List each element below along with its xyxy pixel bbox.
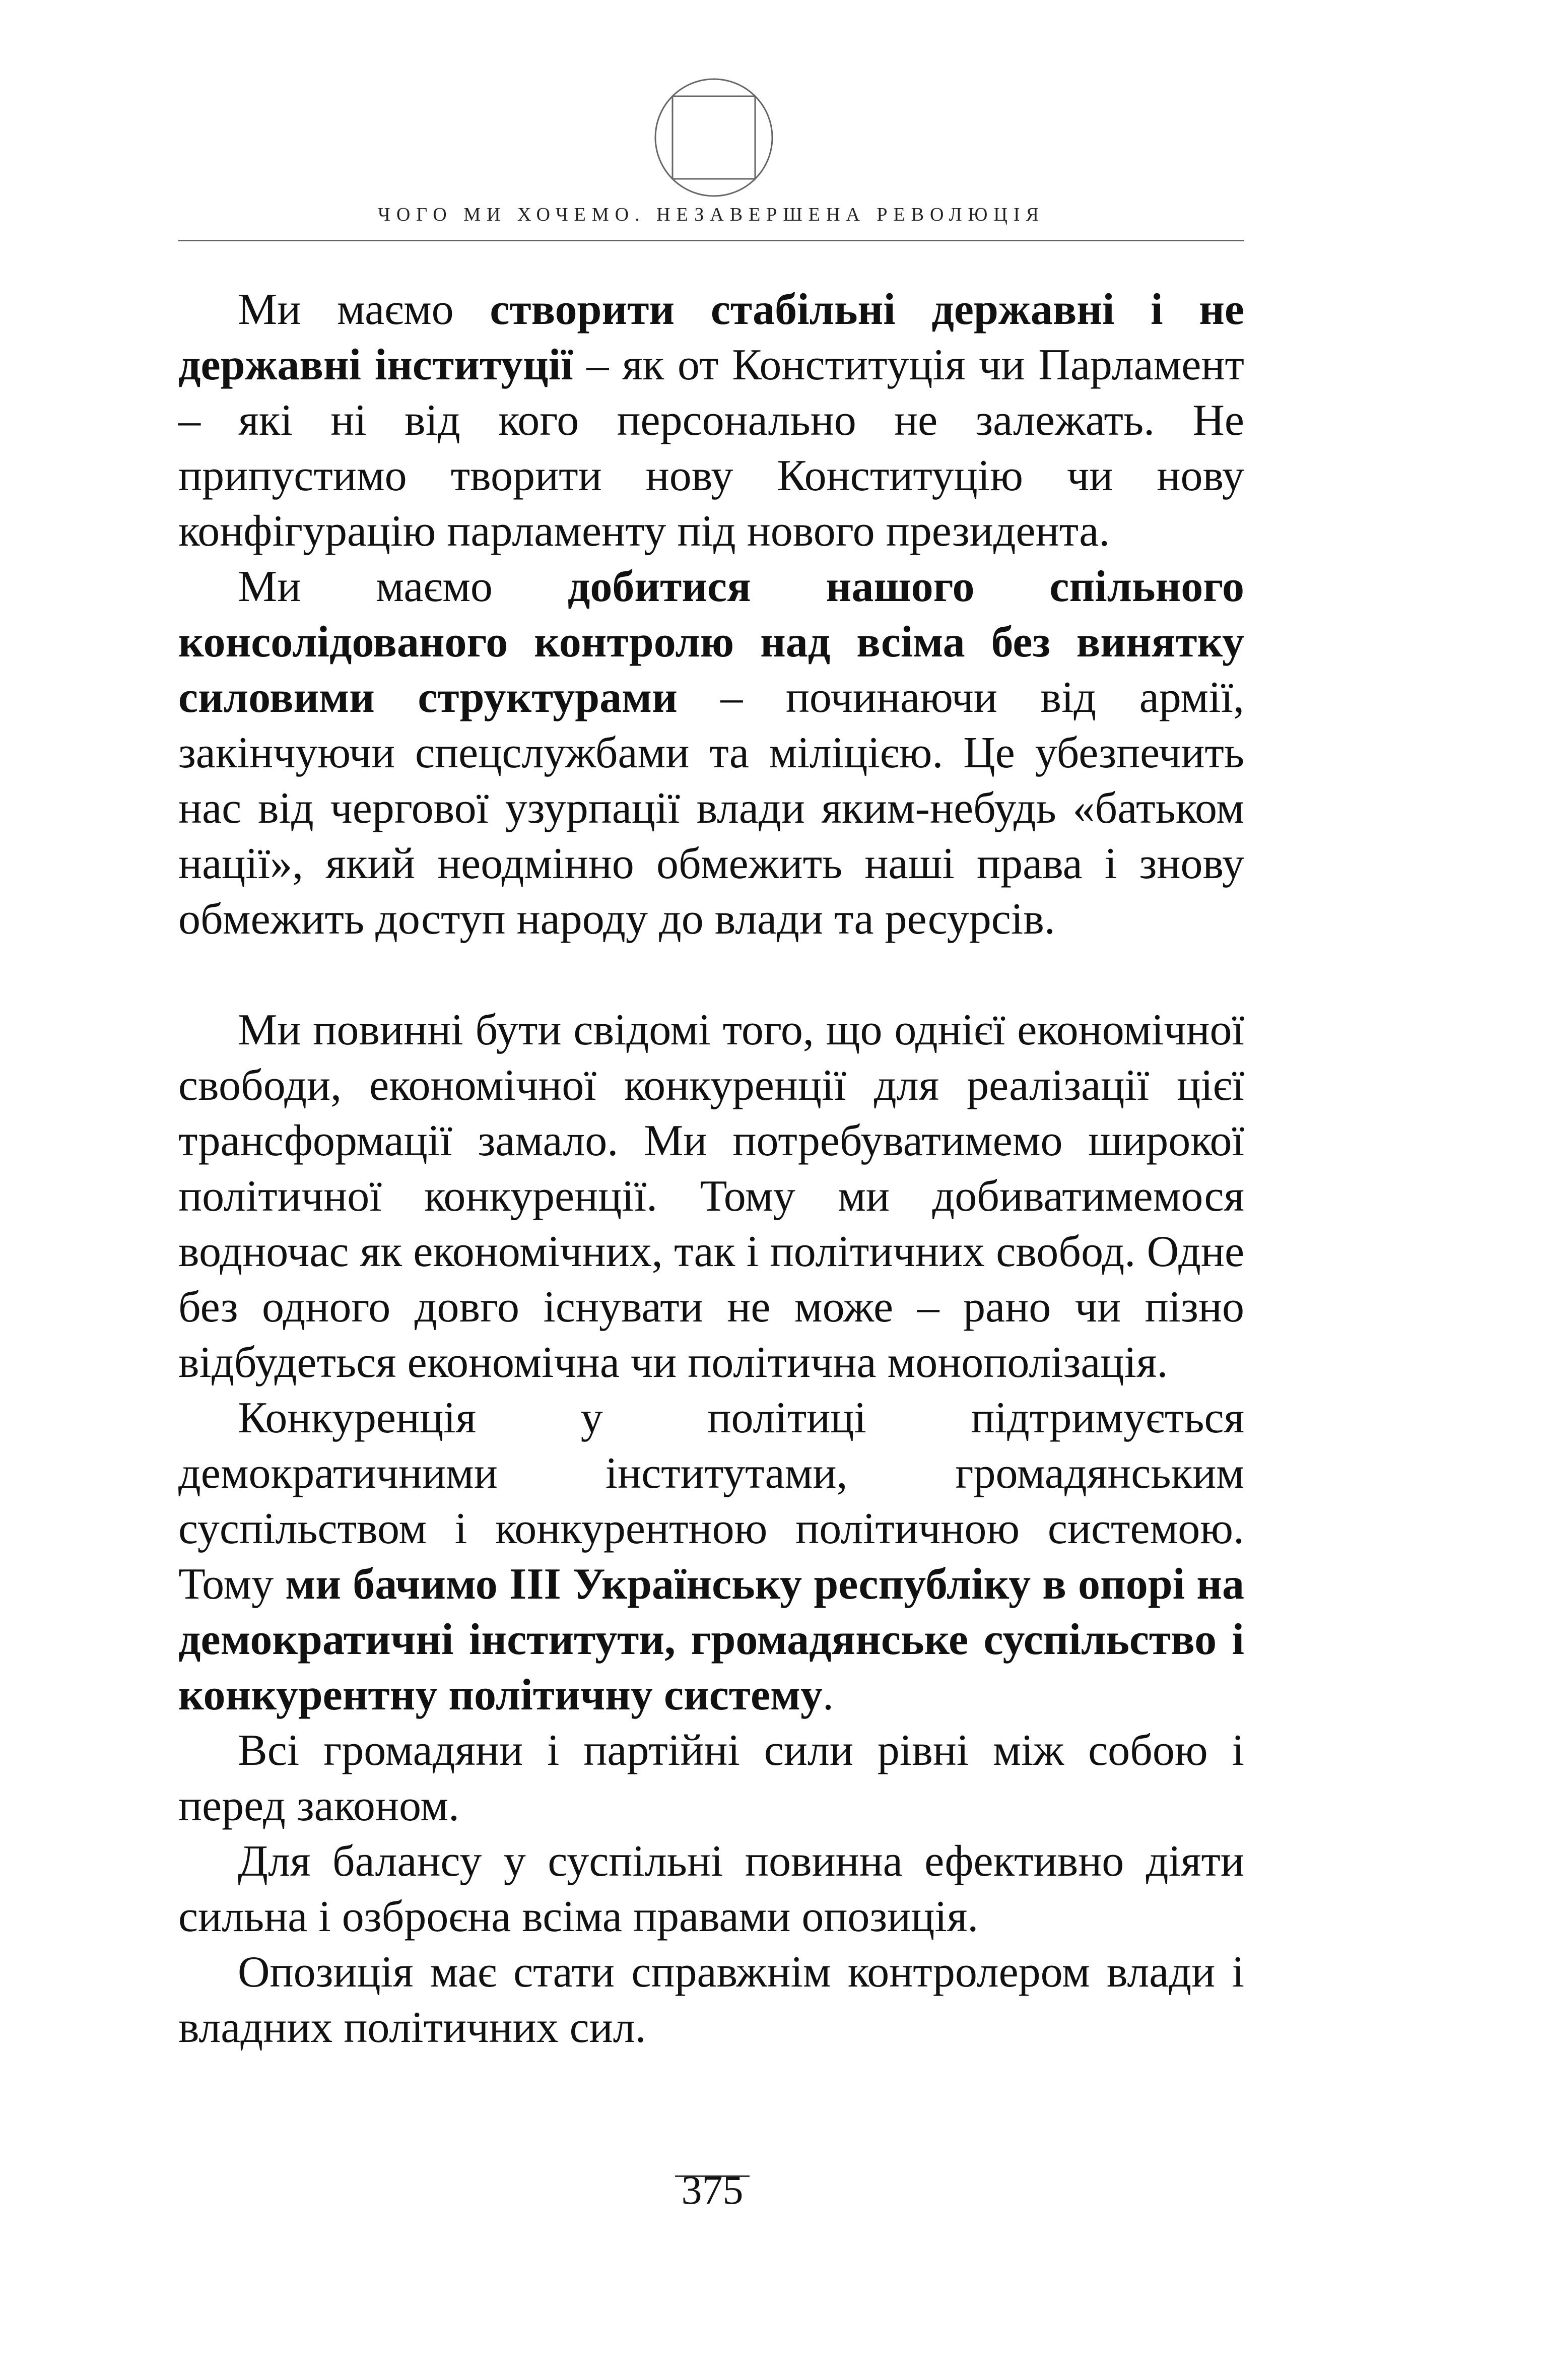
paragraph-2 — [178, 559, 1244, 947]
paragraph-text: . — [823, 1671, 834, 1720]
running-head: ЧОГО МИ ХОЧЕМО. НЕЗАВЕРШЕНА РЕВОЛЮЦІЯ — [378, 204, 1045, 225]
paragraph-7 — [178, 1945, 1244, 2056]
paragraph-text: – починаючи від армії, закінчуючи спецслужбами та міліцією. Це убезпечить нас від чергової узурпації влади яким-небудь «батьком нації», який неодмінно обмежить наші права і знову обмежить доступ народу до влади та ресурсів. — [178, 673, 1245, 944]
paragraph-5 — [178, 1723, 1244, 1834]
paragraph-text: – як от Конституція чи Парламент – які ні від кого персонально не залежать. Не припустимо творити нову Конституцію чи нову конфігурацію парламенту під нового президента. — [178, 341, 1244, 556]
bold-phrase: створити стабільні державні і не державні інституції — [178, 285, 1244, 389]
paragraph-text: Опозиція має стати справжнім контролером влади і владних політичних сил. — [178, 1948, 1244, 2052]
paragraph-6 — [178, 1834, 1244, 1945]
bold-phrase: ми бачимо III Українську республіку в опорі на демократичні інститути, громадянське суспільство і конкурентну політичну систему — [178, 1560, 1245, 1720]
paragraph-text: Всі громадяни і партійні сили рівні між собою і перед законом. — [178, 1726, 1244, 1830]
bold-phrase: добитися нашого спільного консолідованого контролю над всіма без винятку силовими структурами — [178, 562, 1244, 722]
circle-square-emblem-icon — [653, 77, 775, 199]
paragraph-text: Ми повинні бути свідомі того, що однієї економічної свободи, економічної конкуренції для реалізації цієї трансформації замало. Ми потребуватимемо широкої політичної конкуренції. Тому ми добиватимемося водночас як економічних, так і політичних свобод. Одне без одного довго існувати не може – рано чи пізно відбудеться економічна чи політична монополізація. — [178, 1006, 1244, 1387]
body-text — [178, 282, 1244, 2056]
paragraph-text: Конкуренція у політиці підтримується демократичними інститутами, громадянським суспільством і конкурентною політичною системою. Тому — [178, 1394, 1244, 1609]
paragraph-1 — [178, 282, 1244, 559]
paragraph-text: Для балансу у суспільні повинна ефективно діяти сильна і озброєна всіма правами опозиція. — [178, 1837, 1244, 1941]
header-rule — [178, 240, 1244, 241]
page-number: 375 — [681, 2167, 744, 2213]
paragraph-4 — [178, 1391, 1244, 1723]
paragraph-3 — [178, 1003, 1244, 1391]
paragraph-text: Ми маємо — [238, 285, 490, 334]
paragraph-text: Ми маємо — [238, 562, 568, 611]
